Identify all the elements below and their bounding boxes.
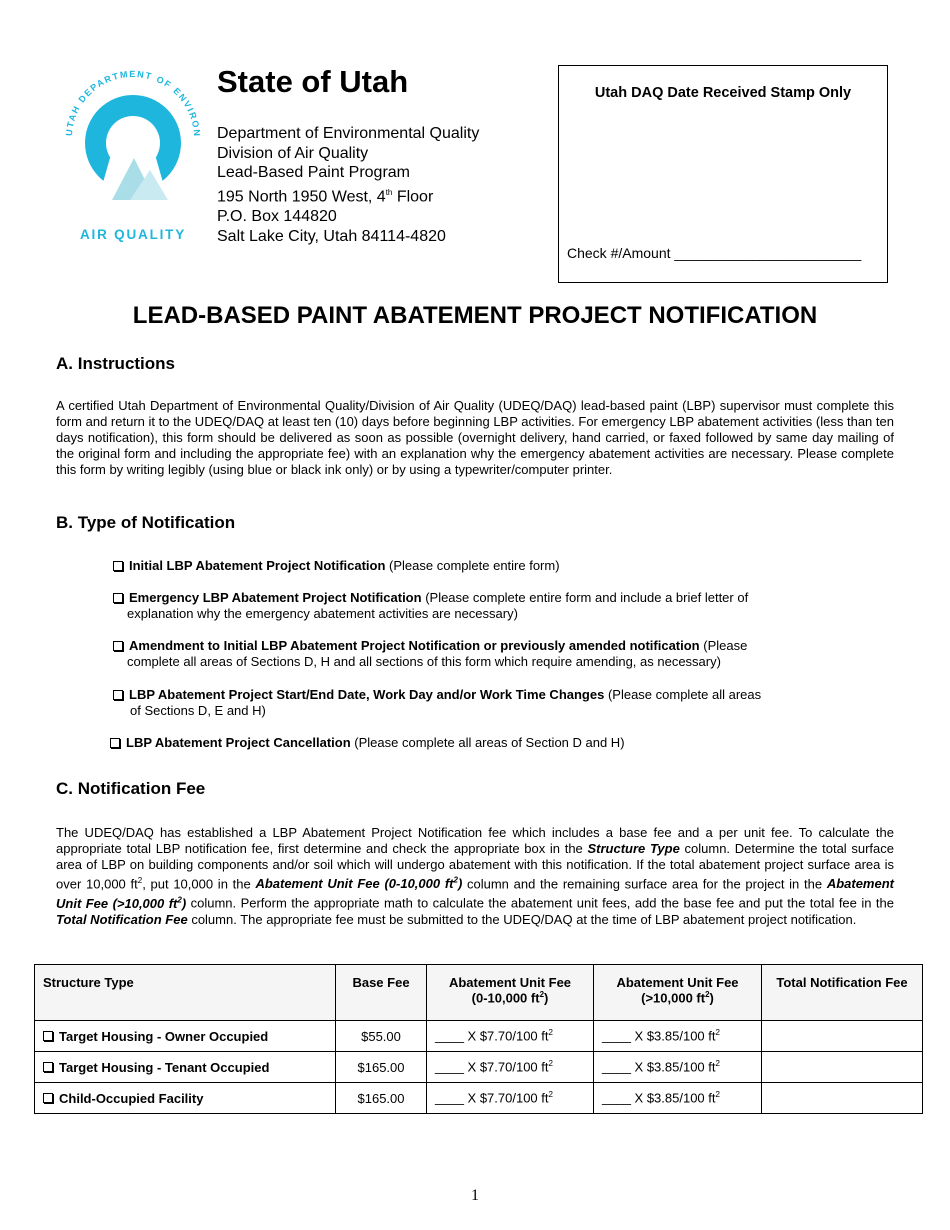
base-fee-cell: $55.00 bbox=[336, 1021, 427, 1052]
checkbox[interactable] bbox=[43, 1062, 53, 1072]
col-unit-fee-low: Abatement Unit Fee (0-10,000 $ft^2$) bbox=[427, 965, 594, 1021]
address-line: Salt Lake City, Utah 84114-4820 bbox=[217, 227, 446, 245]
checkbox[interactable] bbox=[43, 1031, 53, 1041]
agency-address bbox=[217, 124, 479, 247]
page-number: 1 bbox=[471, 1187, 479, 1204]
address-line: Lead-Based Paint Program bbox=[217, 164, 410, 182]
notification-option-initial[interactable]: Initial LBP Abatement Project Notification (Please complete entire form) bbox=[113, 558, 843, 574]
instructions-text: A certified Utah Department of Environmental Quality/Division of Air Quality (UDEQ/DAQ) lead-based paint (LBP) supervisor must complete this form and return it to the UDEQ/DAQ at least ten (10) days before beginning LBP activities. For emergency LBP abatement activities (less than ten days notification), this form should be delivered as soon as possible (overnight delivery, hand carried, or faxed followed by same day mailing of the original form and including the appropriate fee) with an explanation why the emergency abatement activities are necessary. Please complete this form by writing legibly (using blue or black ink only) or by using a typewriter/computer printer. bbox=[56, 398, 894, 477]
check-amount-field[interactable]: Check #/Amount ________________________ bbox=[567, 245, 862, 261]
logo-emblem bbox=[58, 58, 208, 244]
unit-fee-high-cell[interactable]: ____ X $3.85/100 $ft^2$ bbox=[594, 1052, 762, 1083]
col-total-fee: Total Notification Fee bbox=[762, 965, 923, 1021]
unit-fee-high-cell[interactable]: ____ X $3.85/100 $ft^2$ bbox=[594, 1083, 762, 1114]
structure-type-cell[interactable]: Target Housing - Owner Occupied bbox=[35, 1021, 336, 1052]
col-unit-fee-high: Abatement Unit Fee (>10,000 $ft^2$) bbox=[594, 965, 762, 1021]
table-row bbox=[35, 1052, 923, 1083]
notification-option-date-changes[interactable]: LBP Abatement Project Start/End Date, Work Day and/or Work Time Changes (Please complete all areas of Sections D, E and H) bbox=[113, 687, 843, 719]
checkbox[interactable] bbox=[110, 738, 120, 748]
notification-option-emergency[interactable]: Emergency LBP Abatement Project Notification (Please complete entire form and include a brief letter of explanation why the emergency abatement activities are necessary) bbox=[113, 590, 843, 622]
section-c-heading: C. Notification Fee bbox=[56, 779, 206, 798]
logo-ring-text: UTAH DEPARTMENT OF ENVIRON bbox=[63, 68, 203, 138]
address-line: Department of Environmental Quality bbox=[217, 125, 480, 142]
total-fee-cell[interactable] bbox=[762, 1021, 923, 1052]
checkbox[interactable] bbox=[113, 641, 123, 651]
total-fee-cell[interactable] bbox=[762, 1083, 923, 1114]
unit-fee-low-cell[interactable]: ____ X $7.70/100 $ft^2$ bbox=[427, 1083, 594, 1114]
notification-option-cancellation[interactable]: LBP Abatement Project Cancellation (Please complete all areas of Section D and H) bbox=[110, 735, 840, 751]
base-fee-cell: $165.00 bbox=[336, 1083, 427, 1114]
date-received-stamp-box[interactable] bbox=[558, 65, 888, 283]
checkbox[interactable] bbox=[43, 1093, 53, 1103]
structure-type-cell[interactable]: Target Housing - Tenant Occupied bbox=[35, 1052, 336, 1083]
base-fee-cell: $165.00 bbox=[336, 1052, 427, 1083]
unit-fee-low-cell[interactable]: ____ X $7.70/100 $ft^2$ bbox=[427, 1052, 594, 1083]
daq-logo bbox=[58, 58, 208, 244]
address-line: Division of Air Quality bbox=[217, 144, 369, 162]
unit-fee-low-cell[interactable]: ____ X $7.70/100 $ft^2$ bbox=[427, 1021, 594, 1052]
checkbox[interactable] bbox=[113, 593, 123, 603]
section-a-heading: A. Instructions bbox=[56, 354, 176, 373]
checkbox[interactable] bbox=[113, 561, 123, 571]
col-base-fee: Base Fee bbox=[336, 965, 427, 1021]
form-title: LEAD-BASED PAINT ABATEMENT PROJECT NOTIFICATION bbox=[132, 302, 818, 329]
section-b-heading: B. Type of Notification bbox=[56, 513, 236, 532]
org-title: State of Utah bbox=[217, 64, 409, 99]
fee-table bbox=[34, 964, 923, 1114]
total-fee-cell[interactable] bbox=[762, 1052, 923, 1083]
checkbox[interactable] bbox=[113, 690, 123, 700]
unit-fee-high-cell[interactable]: ____ X $3.85/100 $ft^2$ bbox=[594, 1021, 762, 1052]
table-header-row bbox=[35, 965, 923, 1021]
address-line: 195 North 1950 West, 4th Floor bbox=[217, 188, 434, 206]
address-line: P.O. Box 144820 bbox=[217, 208, 337, 226]
table-row bbox=[35, 1083, 923, 1114]
table-row bbox=[35, 1021, 923, 1052]
structure-type-cell[interactable]: Child-Occupied Facility bbox=[35, 1083, 336, 1114]
notification-option-amendment[interactable]: Amendment to Initial LBP Abatement Project Notification or previously amended notification (Please complete all areas of Sections D, H and all sections of this form which require amending, as necessary) bbox=[113, 638, 843, 670]
col-structure-type: Structure Type bbox=[35, 965, 336, 1021]
stamp-title: Utah DAQ Date Received Stamp Only bbox=[594, 85, 852, 101]
fee-instructions-text: The UDEQ/DAQ has established a LBP Abatement Project Notification fee which includes a base fee and a per unit fee. To calculate the appropriate total LBP notification fee, first determine and check the appropriate box in the Structure Type column. Determine the total surface area of LBP on building components and/or soil which will undergo abatement with this notification. If the total abatement project surface area is over 10,000 $ft^2$, put 10,000 in the Abatement Unit Fee (0-10,000 $ft^2$) column and the remaining surface area for the project in the Abatement Unit Fee (>10,000 $ft^2$) column. Perform the appropriate math to calculate the abatement unit fees, add the base fee and put the total fee in the Total Notification Fee column. The appropriate fee must be submitted to the UDEQ/DAQ at the time of LBP abatement project notification. bbox=[56, 825, 895, 927]
logo-caption: AIR QUALITY bbox=[79, 227, 187, 242]
